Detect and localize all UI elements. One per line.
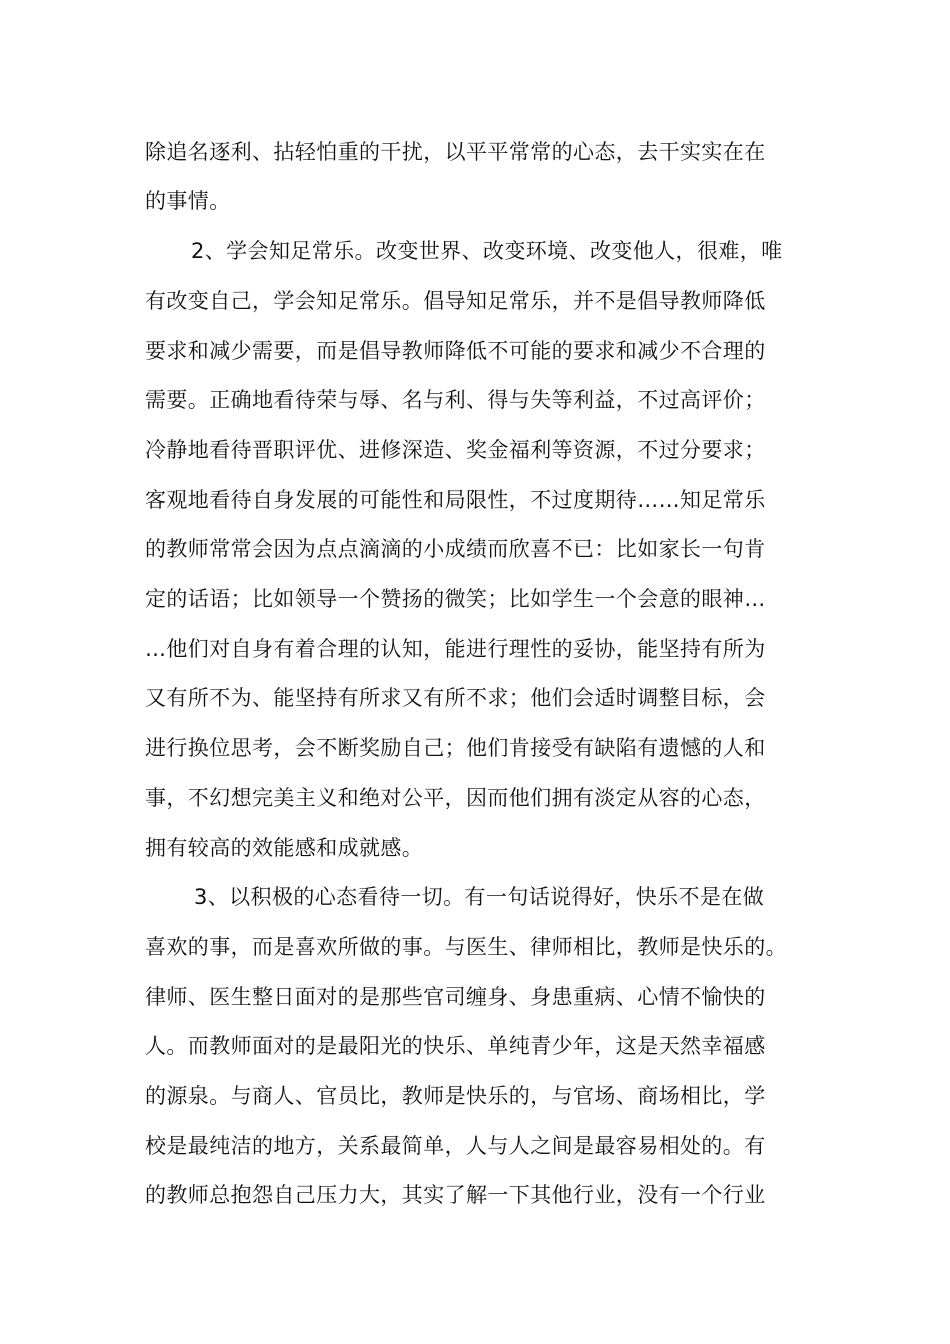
text-line-17: 喜欢的事，而是喜欢所做的事。与医生、律师相比，教师是快乐的。 xyxy=(145,935,787,959)
text-line-15: 拥有较高的效能感和成就感。 xyxy=(145,836,424,860)
text-line-4: 有改变自己，学会知足常乐。倡导知足常乐，并不是倡导教师降低 xyxy=(145,289,766,313)
text-line-1: 除追名逐利、拈轻怕重的干扰，以平平常常的心态，去干实实在在 xyxy=(145,140,766,164)
text-line-2: 的事情。 xyxy=(145,189,231,213)
paragraph-3-first-line: 3、以积极的心态看待一切。有一句话说得好，快乐不是在做 xyxy=(194,885,765,909)
text-line-21: 校是最纯洁的地方，关系最简单，人与人之间是最容易相处的。有 xyxy=(145,1134,766,1158)
text-line-18: 律师、医生整日面对的是那些官司缠身、身患重病、心情不愉快的 xyxy=(145,985,766,1009)
text-line-13: 进行换位思考，会不断奖励自己；他们肯接受有缺陷有遗憾的人和 xyxy=(145,736,766,760)
text-line-11: …他们对自身有着合理的认知，能进行理性的妥协，能坚持有所为 xyxy=(145,637,766,661)
text-line-5: 要求和减少需要，而是倡导教师降低不可能的要求和减少不合理的 xyxy=(145,339,766,363)
text-line-20: 的源泉。与商人、官员比，教师是快乐的，与官场、商场相比，学 xyxy=(145,1084,766,1108)
text-line-8: 客观地看待自身发展的可能性和局限性，不过度期待……知足常乐 xyxy=(145,488,766,512)
text-line-10: 定的话语；比如领导一个赞扬的微笑；比如学生一个会意的眼神… xyxy=(145,587,766,611)
text-line-12: 又有所不为、能坚持有所求又有所不求；他们会适时调整目标，会 xyxy=(145,686,766,710)
paragraph-2-first-line: 2、学会知足常乐。改变世界、改变环境、改变他人，很难，唯 xyxy=(191,239,783,263)
text-line-9: 的教师常常会因为点点滴滴的小成绩而欣喜不已：比如家长一句肯 xyxy=(145,537,766,561)
text-line-7: 冷静地看待晋职评优、进修深造、奖金福利等资源，不过分要求； xyxy=(145,438,766,462)
text-line-22: 的教师总抱怨自己压力大，其实了解一下其他行业，没有一个行业 xyxy=(145,1183,766,1207)
text-line-14: 事，不幻想完美主义和绝对公平，因而他们拥有淡定从容的心态， xyxy=(145,786,766,810)
text-line-19: 人。而教师面对的是最阳光的快乐、单纯青少年，这是天然幸福感 xyxy=(145,1034,766,1058)
text-line-6: 需要。正确地看待荣与辱、名与利、得与失等利益，不过高评价； xyxy=(145,388,766,412)
